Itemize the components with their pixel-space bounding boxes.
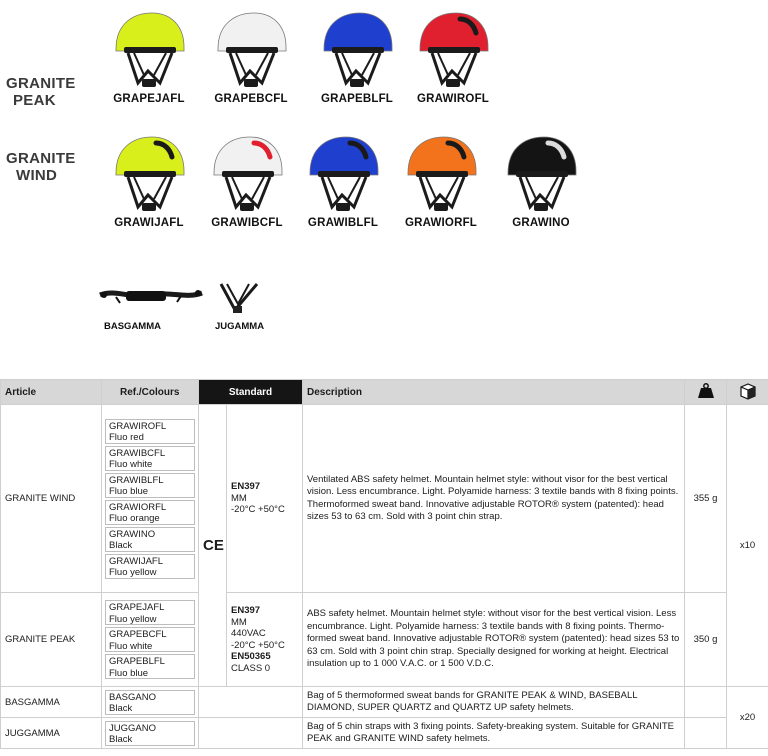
article-cell: GRANITE PEAK [1, 593, 102, 687]
helmet-image [206, 9, 296, 93]
ce-mark: CE [199, 405, 227, 687]
ref-code: GRAWINO [109, 528, 156, 540]
table-row [1, 718, 768, 749]
ref-cell [102, 405, 199, 593]
basgamma-accessory [96, 283, 206, 343]
ref-code: GRAWIROFL [109, 420, 167, 432]
helmet-code: GRAPEJAFL [113, 93, 185, 105]
description-cell [303, 405, 685, 593]
standard-line: -20°C +50°C [231, 504, 285, 516]
ref-colour-item [105, 600, 195, 625]
helmet-grawijafl [104, 133, 194, 243]
ref-colour-item [105, 419, 195, 444]
helmet-code: GRAWIROFL [416, 93, 490, 105]
helmet-code: GRAWIBCFL [211, 217, 283, 229]
ref-colour: Black [109, 734, 133, 745]
header-weight [685, 380, 727, 405]
standard-cell [227, 593, 303, 687]
ref-colour-item [105, 690, 195, 715]
helmet-image [104, 9, 194, 93]
ref-code: GRAWIBCFL [109, 447, 166, 459]
description-cell [303, 687, 685, 718]
family-label-line: GRANITE [6, 150, 76, 167]
jugamma-accessory [213, 280, 283, 340]
sweat-band-image [96, 283, 206, 313]
standard-line: 440VAC [231, 628, 266, 639]
description-text: Bag of 5 chin straps with 3 fixing points. Safety-breaking system. Suitable for GRANITE PEAK and GRANITE WIND safety helmets. [307, 720, 674, 744]
description-text: Ventilated ABS safety helmet. Mountain helmet style: without visor for the best vertical vision. Less encumbrance. Light. Polyamide harness: 3 textile bands with 8 fixing points. Thermoformed sweat band. Innovative adjustable ROTOR® system (patented): head sizes 53 to 63 cm. Sold with 3 point chin strap. [307, 473, 679, 522]
standard-norm: EN397 [231, 605, 261, 616]
ref-colour-item [105, 446, 195, 471]
article-cell: GRANITE WIND [1, 405, 102, 593]
ref-code: JUGGANO [109, 722, 156, 734]
helmet-grawirofl [408, 9, 498, 119]
ref-colour-item [105, 721, 195, 746]
qty-cell: x20 [727, 687, 768, 749]
ref-colour-item [105, 500, 195, 525]
table-row [1, 687, 768, 718]
chin-strap-image [213, 280, 263, 318]
ref-code: GRAPEBLFL [109, 656, 165, 667]
description-text: Bag of 5 thermoformed sweat bands for GRANITE PEAK & WIND, BASEBALL DIAMOND, SUPER QUARTZ and QUARTZ UP safety helmets. [307, 689, 638, 713]
family-label-line: PEAK [13, 92, 56, 109]
helmet-code: GRAPEBLFL [320, 93, 394, 105]
helmet-image [312, 9, 402, 93]
header-ref-colours: Ref./Colours [102, 380, 199, 405]
ref-colour-item [105, 627, 195, 652]
helmet-code: GRAWIORFL [404, 217, 478, 229]
table-header-row [1, 380, 768, 405]
standard-cell [227, 405, 303, 593]
accessory-code: BASGAMMA [104, 321, 161, 332]
ref-code: GRAWIBLFL [109, 474, 164, 486]
helmet-image [408, 9, 498, 93]
family-label-granite-peak [6, 75, 76, 109]
standard-norm: EN50365 [231, 651, 271, 662]
ref-colour: Black [109, 703, 133, 714]
helmet-image [298, 133, 388, 217]
ref-colour: Fluo orange [109, 513, 160, 524]
weight-cell [685, 718, 727, 749]
ref-code: GRAWIORFL [109, 501, 167, 513]
ref-code: GRAPEBCFL [109, 629, 167, 640]
helmet-image [104, 133, 194, 217]
helmet-grawino [496, 133, 586, 243]
ref-cell [102, 718, 199, 749]
description-cell [303, 718, 685, 749]
ref-colour-item [105, 654, 195, 679]
standard-norm: EN397 [231, 481, 261, 493]
ref-cell [102, 593, 199, 687]
weight-cell: 350 g [685, 593, 727, 687]
article-cell: JUGGAMMA [1, 718, 102, 749]
ref-colour: Fluo yellow [109, 567, 157, 578]
helmet-code: GRAWIJAFL [114, 217, 184, 229]
ref-colour-item [105, 473, 195, 498]
description-cell [303, 593, 685, 687]
ref-colour: Fluo yellow [109, 613, 157, 625]
header-standard: Standard [199, 380, 303, 405]
family-label-line: GRANITE [6, 75, 76, 92]
helmet-grawibcfl [202, 133, 292, 243]
box-icon [739, 382, 757, 400]
family-label-granite-wind [6, 150, 76, 184]
standard-cell [199, 718, 303, 749]
product-spec-table [0, 379, 768, 749]
header-box [727, 380, 768, 405]
standard-line: MM [231, 492, 247, 504]
standard-cell [199, 687, 303, 718]
description-text: ABS safety helmet. Mountain helmet style: without visor for the best vertical vision. Less encumbrance. Light. Polyamide harness: 3 textile bands with 8 fixing points. Thermo-formed sweat band. Innovative adjustable ROTOR® system (patented): head sizes 53 to 63 cm. Sold with 3 point chin strap. Specially designed for working at height. Electrical insulation up to 1 000 V.A.C. or 1 500 V.D.C. [307, 608, 680, 670]
weight-cell [685, 687, 727, 718]
helmet-grapejafl [104, 9, 194, 119]
table-row [1, 593, 768, 687]
ref-code: BASGANO [109, 691, 156, 703]
helmet-grapeblfl [312, 9, 402, 119]
header-description: Description [303, 380, 685, 405]
weight-icon [697, 383, 715, 399]
ref-colour: Fluo blue [109, 486, 149, 497]
ref-colour: Fluo red [109, 432, 144, 443]
helmet-code: GRAWIBLFL [307, 217, 379, 229]
ref-colour: Black [109, 540, 133, 551]
header-article: Article [1, 380, 102, 405]
standard-line: MM [231, 616, 247, 628]
ref-colour: Fluo blue [109, 667, 149, 679]
helmet-image [202, 133, 292, 217]
ref-colour-item [105, 527, 195, 552]
helmet-grawiorfl [396, 133, 486, 243]
standard-line: -20°C +50°C [231, 639, 285, 651]
weight-cell: 355 g [685, 405, 727, 593]
ref-code: GRAPEJAFL [109, 602, 165, 613]
ref-colour: Fluo white [109, 640, 153, 652]
ref-cell [102, 687, 199, 718]
ref-colour: Fluo white [109, 459, 153, 470]
helmet-grawiblfl [298, 133, 388, 243]
ref-colour-item [105, 554, 195, 579]
family-label-line: WIND [16, 167, 58, 184]
table-row [1, 405, 768, 593]
standard-line: CLASS 0 [231, 662, 271, 674]
helmet-image [396, 133, 486, 217]
accessory-code: JUGAMMA [215, 321, 265, 332]
qty-cell: x10 [727, 405, 768, 687]
article-cell: BASGAMMA [1, 687, 102, 718]
helmet-image [496, 133, 586, 217]
helmet-code: GRAPEBCFL [214, 93, 288, 105]
helmet-code: GRAWINO [512, 217, 570, 229]
ref-code: GRAWIJAFL [109, 555, 164, 567]
helmet-grapebcfl [206, 9, 296, 119]
